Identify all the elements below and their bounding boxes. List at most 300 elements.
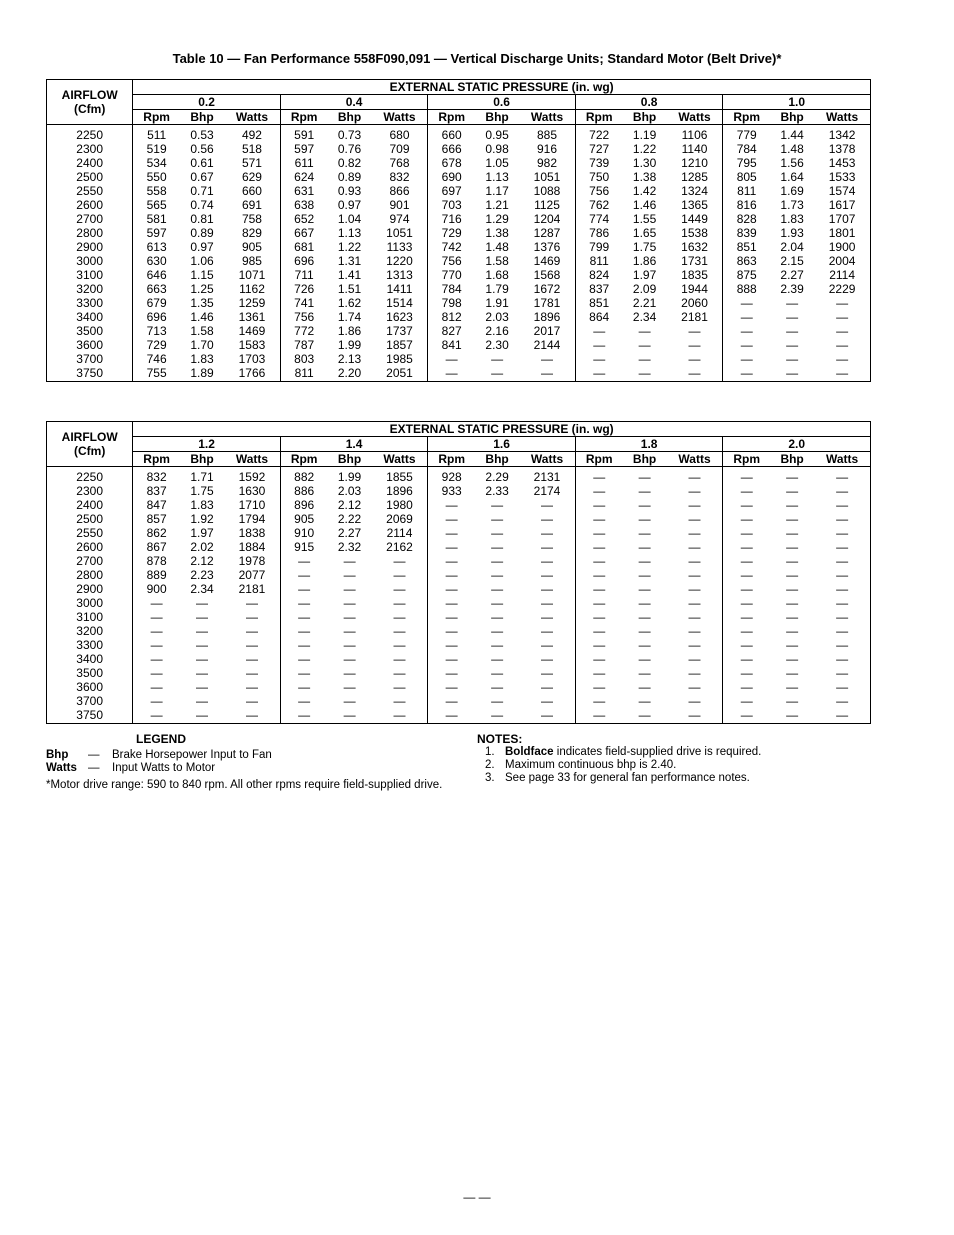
rpm-cell: 827 [428,324,475,338]
bhp-cell: 2.22 [337,512,362,526]
rpm-cell: — [575,582,622,596]
pressure-header: 0.6 [428,95,576,110]
table-row [47,125,871,143]
rpm-cell: 755 [146,366,167,380]
bhp-cell: 2.15 [780,254,804,268]
watts-cell: 985 [241,254,262,268]
rpm-cell: 812 [428,310,475,324]
watts-cell: 1378 [828,142,856,156]
bhp-cell: — [491,512,504,526]
watts-cell: 629 [241,170,262,184]
rpm-cell: 690 [428,170,475,184]
bhp-cell: 2.27 [780,268,804,282]
bhp-cell: 2.34 [632,310,657,324]
watts-cell: 1630 [238,484,266,498]
watts-cell: — [688,338,701,352]
rpm-cell: 646 [146,268,167,282]
watts-cell: — [393,568,406,582]
rpm-column-header: Rpm [280,110,327,125]
rpm-cell: — [575,366,622,382]
bhp-cell: 2.12 [190,554,214,568]
note-text [505,746,761,759]
watts-column-header: Watts [372,110,428,125]
rpm-cell: — [575,540,622,554]
bhp-cell: — [491,582,504,596]
note-item [477,759,897,772]
rpm-cell: 716 [428,212,475,226]
rpm-cell: — [428,666,475,680]
rpm-cell: 795 [723,156,770,170]
rpm-cell: 739 [575,156,622,170]
watts-cell: — [836,680,849,694]
watts-cell: 1766 [238,366,266,380]
watts-cell: — [688,680,701,694]
bhp-cell: — [638,638,651,652]
pressure-header: 0.2 [133,95,281,110]
fan-performance-table-1 [46,79,871,382]
bhp-cell: 1.48 [485,240,509,254]
rpm-cell: — [575,610,622,624]
bhp-column-header: Bhp [623,110,667,125]
notes-heading: NOTES: [477,732,523,746]
table-row [47,212,871,226]
watts-cell: 1140 [681,142,708,156]
rpm-cell: — [428,708,475,724]
rpm-cell: 696 [146,310,167,324]
watts-cell: — [836,652,849,666]
bhp-cell: — [638,540,651,554]
bhp-cell: 1.29 [485,212,509,226]
bhp-cell: — [638,666,651,680]
rpm-cell: — [723,526,770,540]
watts-cell: — [541,352,553,366]
bhp-cell: — [638,470,651,484]
watts-cell: — [688,582,701,596]
bhp-cell: — [196,680,209,694]
rpm-cell: — [280,666,327,680]
rpm-cell: 857 [146,512,167,526]
airflow-cell: 2250 [47,125,133,143]
bhp-cell: 0.73 [337,128,362,142]
watts-cell: 660 [241,184,262,198]
rpm-cell: 762 [575,198,622,212]
bhp-cell: — [786,526,799,540]
bhp-cell: — [196,708,209,722]
rpm-cell: 756 [575,184,622,198]
rpm-cell: 828 [723,212,770,226]
watts-cell: — [541,526,553,540]
watts-cell: 2060 [681,296,708,310]
bhp-cell: 1.83 [190,352,214,366]
rpm-cell: — [575,554,622,568]
rpm-cell: 729 [428,226,475,240]
watts-cell: — [541,596,553,610]
bhp-cell: — [638,484,651,498]
airflow-cell: 3000 [47,254,133,268]
watts-cell: 1623 [386,310,413,324]
bhp-cell: 2.30 [485,338,509,352]
rpm-cell: 581 [146,212,167,226]
bhp-cell: 1.22 [337,240,362,254]
rpm-cell: — [723,467,770,485]
watts-column-header: Watts [372,452,428,467]
watts-cell: 1617 [828,198,856,212]
rpm-cell: — [280,596,327,610]
rpm-cell: — [723,652,770,666]
bhp-cell: — [638,526,651,540]
bhp-cell: — [491,498,504,512]
table-row [47,568,871,582]
airflow-cell: 2300 [47,484,133,498]
watts-cell: — [688,526,701,540]
rpm-cell: 888 [723,282,770,296]
watts-cell: 2174 [533,484,561,498]
watts-cell: 1835 [681,268,708,282]
bhp-cell: — [638,652,651,666]
rpm-cell: 851 [723,240,770,254]
watts-cell: 1710 [238,498,266,512]
rpm-cell: — [428,498,475,512]
rpm-cell: 915 [280,540,327,554]
bhp-cell: 0.89 [337,170,362,184]
rpm-cell: 886 [280,484,327,498]
watts-cell: — [688,352,701,366]
rpm-cell: — [723,366,770,382]
airflow-cell: 2700 [47,212,133,226]
pressure-header: 0.8 [575,95,723,110]
watts-cell: 1051 [533,170,561,184]
watts-cell: 518 [241,142,262,156]
watts-cell: — [836,666,849,680]
airflow-cell: 2700 [47,554,133,568]
watts-cell: 2229 [828,282,856,296]
bhp-cell: — [786,610,799,624]
bhp-cell: 1.22 [632,142,657,156]
table-row [47,610,871,624]
rpm-cell: — [723,512,770,526]
watts-cell: 1365 [681,198,708,212]
watts-cell: 1980 [386,498,413,512]
bhp-cell: 1.68 [485,268,509,282]
rpm-cell: 591 [280,125,327,143]
bhp-cell: 2.03 [337,484,362,498]
watts-cell: 1978 [238,554,266,568]
bhp-cell: — [491,366,504,380]
rpm-cell: — [723,324,770,338]
airflow-header [47,422,133,467]
bhp-cell: — [491,568,504,582]
watts-cell: — [688,610,701,624]
rpm-cell: 811 [280,366,327,382]
bhp-cell: — [786,352,799,366]
table-row [47,484,871,498]
bhp-cell: 0.67 [190,170,214,184]
watts-cell: — [393,680,406,694]
bhp-cell: — [196,652,209,666]
watts-cell: 2131 [533,470,561,484]
bhp-cell: — [786,498,799,512]
watts-cell: — [393,582,406,596]
rpm-cell: — [280,694,327,708]
airflow-cell: 3200 [47,624,133,638]
table-row [47,184,871,198]
rpm-cell: — [723,338,770,352]
rpm-cell: 787 [280,338,327,352]
watts-cell: — [688,652,701,666]
watts-cell: — [245,610,258,624]
watts-cell: 1361 [238,310,266,324]
rpm-cell: 837 [575,282,622,296]
bhp-cell: 2.20 [337,366,362,380]
watts-cell: — [541,554,553,568]
watts-cell: — [245,652,258,666]
watts-cell: — [393,610,406,624]
watts-cell: 1985 [386,352,413,366]
watts-cell: — [836,470,849,484]
rpm-cell: 663 [146,282,167,296]
pressure-header: 0.4 [280,95,428,110]
watts-cell: 1259 [238,296,266,310]
watts-cell: 1220 [386,254,413,268]
pressure-header: 1.0 [723,95,871,110]
watts-cell: — [688,540,701,554]
bhp-cell: 1.46 [190,310,214,324]
table-row [47,338,871,352]
airflow-cell: 3750 [47,708,133,724]
table-row [47,666,871,680]
watts-cell: — [688,366,701,380]
watts-cell: 974 [389,212,410,226]
watts-cell: — [836,366,849,380]
watts-cell: — [245,624,258,638]
rpm-cell: 905 [280,512,327,526]
watts-cell: 2162 [386,540,413,554]
bhp-column-header: Bhp [180,452,224,467]
rpm-cell: — [428,652,475,666]
airflow-cell: 2600 [47,540,133,554]
rpm-cell: — [575,568,622,582]
bhp-column-header: Bhp [475,452,519,467]
bhp-cell: — [638,498,651,512]
rpm-cell: 756 [280,310,327,324]
rpm-cell: 863 [723,254,770,268]
note-number: 3. [485,772,495,784]
bhp-cell: 1.75 [632,240,657,254]
rpm-cell: — [575,498,622,512]
airflow-cell: 3600 [47,338,133,352]
table-row [47,226,871,240]
watts-cell: — [541,638,553,652]
bhp-cell: 1.74 [337,310,362,324]
airflow-label: AIRFLOW [61,88,118,102]
watts-cell: — [836,694,849,708]
bhp-cell: — [491,652,504,666]
watts-column-header: Watts [814,452,870,467]
rpm-cell: 933 [428,484,475,498]
rpm-cell: 550 [146,170,167,184]
bhp-cell: — [786,694,799,708]
bhp-cell: — [786,366,799,380]
bhp-cell: — [638,708,651,722]
motor-drive-footnote: *Motor drive range: 590 to 840 rpm. All other rpms require field-supplied drive. [46,779,443,791]
rpm-cell: 660 [428,125,475,143]
rpm-column-header: Rpm [133,452,180,467]
table-row [47,694,871,708]
bhp-cell: — [786,324,799,338]
rpm-cell: 631 [280,184,327,198]
rpm-cell: — [280,554,327,568]
airflow-cell: 3500 [47,666,133,680]
watts-cell: 1071 [238,268,266,282]
watts-column-header: Watts [667,452,723,467]
watts-cell: — [836,582,849,596]
watts-cell: — [245,638,258,652]
rpm-column-header: Rpm [133,110,180,125]
legend-item-watts [46,762,446,775]
bhp-cell: — [638,568,651,582]
airflow-cell: 3100 [47,610,133,624]
watts-cell: — [393,624,406,638]
watts-cell: 571 [241,156,262,170]
watts-cell: — [688,470,701,484]
bhp-cell: — [786,296,799,310]
table-row [47,652,871,666]
watts-cell: — [541,680,553,694]
watts-column-header: Watts [519,452,575,467]
rpm-column-header: Rpm [723,110,770,125]
watts-cell: — [393,708,406,722]
pressure-header: 1.6 [428,437,576,452]
watts-cell: 2069 [386,512,413,526]
rpm-cell: — [428,540,475,554]
watts-cell: 1838 [238,526,266,540]
bhp-cell: — [343,582,356,596]
bhp-column-header: Bhp [623,452,667,467]
pressure-header: 2.0 [723,437,871,452]
watts-cell: — [541,624,553,638]
bhp-cell: 1.51 [337,282,362,296]
bhp-cell: — [491,708,504,722]
bhp-cell: — [343,638,356,652]
rpm-cell: 910 [280,526,327,540]
watts-cell: 901 [389,198,410,212]
watts-cell: — [393,554,406,568]
rpm-cell: 841 [428,338,475,352]
airflow-header [47,80,133,125]
rpm-cell: 803 [280,352,327,366]
cfm-label: (Cfm) [73,102,106,116]
watts-cell: 1583 [238,338,266,352]
rpm-cell: — [428,366,475,382]
bhp-cell: 1.62 [337,296,362,310]
bhp-cell: — [786,680,799,694]
bhp-cell: 2.09 [632,282,657,296]
watts-cell: — [836,610,849,624]
watts-cell: — [688,554,701,568]
bhp-cell: — [343,666,356,680]
rpm-cell: — [575,526,622,540]
rpm-cell: 519 [146,142,167,156]
rpm-cell: 839 [723,226,770,240]
legend-heading: LEGEND [135,732,186,746]
watts-cell: — [836,498,849,512]
bhp-cell: 1.58 [485,254,509,268]
airflow-cell: 2600 [47,198,133,212]
watts-cell: — [541,540,553,554]
watts-cell: — [541,366,553,380]
watts-cell: — [541,652,553,666]
rpm-cell: — [428,596,475,610]
watts-cell: — [393,638,406,652]
bhp-cell: 0.82 [337,156,362,170]
rpm-cell: 713 [146,324,167,338]
bhp-cell: 1.56 [780,156,804,170]
watts-cell: 1781 [533,296,561,310]
bhp-cell: — [491,694,504,708]
bhp-cell: 1.15 [190,268,214,282]
rpm-column-header: Rpm [280,452,327,467]
bhp-column-header: Bhp [327,110,371,125]
rpm-cell: 847 [146,498,167,512]
bhp-cell: 2.27 [337,526,362,540]
bhp-cell: 1.99 [337,338,362,352]
bhp-cell: 2.13 [337,352,362,366]
airflow-cell: 3200 [47,282,133,296]
watts-cell: 2181 [681,310,708,324]
rpm-cell: 811 [575,254,622,268]
bhp-cell: 1.38 [632,170,657,184]
rpm-cell: 799 [575,240,622,254]
bhp-cell: — [196,694,209,708]
airflow-cell: 2500 [47,170,133,184]
watts-cell: 1514 [386,296,413,310]
rpm-cell: 811 [723,184,770,198]
bhp-cell: — [638,624,651,638]
rpm-cell: 756 [428,254,475,268]
bhp-cell: — [638,338,651,352]
watts-cell: — [688,638,701,652]
bhp-cell: 1.91 [485,296,509,310]
bhp-cell: — [343,610,356,624]
table-row [47,142,871,156]
rpm-cell: 638 [280,198,327,212]
watts-cell: 885 [536,128,558,142]
rpm-cell: 750 [575,170,622,184]
rpm-cell: 742 [428,240,475,254]
watts-cell: — [836,352,849,366]
rpm-cell: — [575,596,622,610]
bhp-column-header: Bhp [475,110,519,125]
legend-desc: Brake Horsepower Input to Fan [112,749,272,761]
table-row [47,498,871,512]
bhp-cell: — [343,568,356,582]
rpm-cell: 666 [428,142,475,156]
watts-cell: 1632 [681,240,708,254]
watts-cell: 916 [536,142,558,156]
watts-column-header: Watts [224,452,280,467]
watts-cell: 2114 [829,268,855,282]
bhp-cell: — [491,540,504,554]
airflow-cell: 2400 [47,156,133,170]
bhp-cell: 1.05 [485,156,509,170]
table-row [47,198,871,212]
watts-cell: 1125 [534,198,560,212]
rpm-cell: — [280,624,327,638]
bhp-cell: — [491,624,504,638]
bhp-cell: — [786,338,799,352]
rpm-cell: 727 [575,142,622,156]
bhp-cell: 2.03 [485,310,509,324]
